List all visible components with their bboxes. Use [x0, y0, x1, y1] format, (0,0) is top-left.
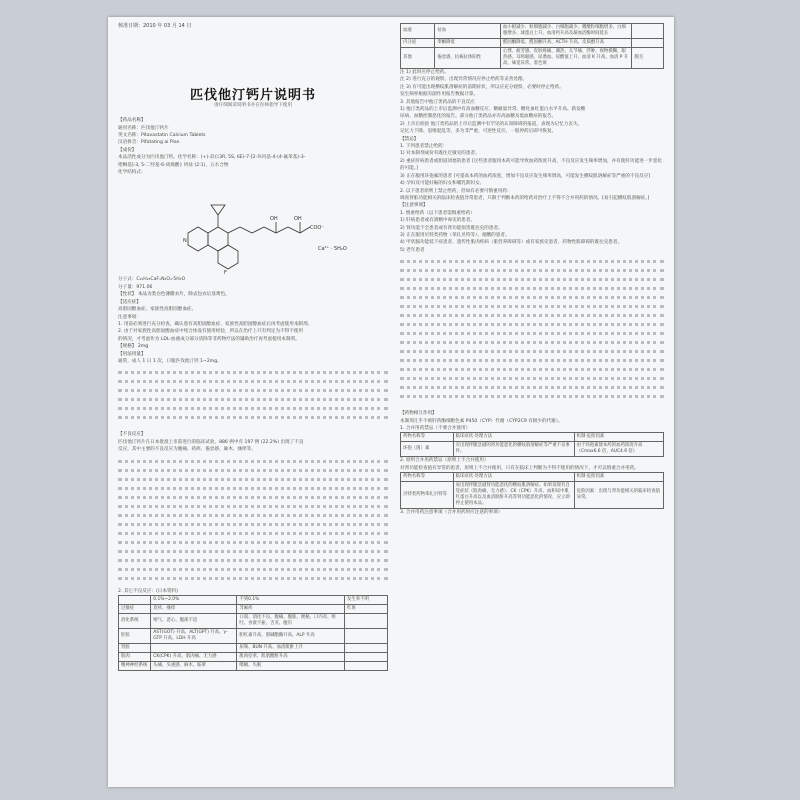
caution-6: 5) 老年患者	[400, 247, 425, 253]
table-row	[401, 442, 664, 457]
caution-heading: 【注意事项】	[400, 203, 428, 209]
table-header-row	[401, 433, 664, 442]
table-cell: 环孢（菌）素	[401, 442, 454, 457]
table-cell: 肾脏	[119, 643, 151, 652]
special-line-2: 尿病、血糖控制恶化的报告。部分他汀类药品亦有高血糖及低血糖症的报告。	[400, 114, 557, 120]
table-cell	[344, 661, 387, 670]
document-page	[108, 17, 674, 787]
molecular-weight: 分子量：971.06	[118, 284, 153, 290]
table-row	[401, 24, 664, 39]
caution-3: 2) 肾功能不全患者或有肾功能损害既往史的患者。	[400, 225, 503, 231]
special-line-4: 记忆力下降、思维混乱等，多为非严重，可逆性反应，一般停药后即可恢复。	[400, 129, 557, 135]
svg-text:F: F	[224, 270, 227, 275]
table-cell: 红斑	[344, 604, 387, 613]
left-column	[118, 23, 388, 671]
section-spec: 【规格】 2mg	[118, 344, 149, 350]
table-cell: 发生率不明	[344, 595, 387, 604]
pinyin-name: 汉语拼音：Pifatating ai Pian	[118, 140, 180, 146]
notes-heading: 注意事项：	[118, 314, 141, 320]
composition-line-3: 化学结构式：	[118, 170, 146, 176]
revision-date: 核准日期：2010 年 03 月 14 日	[118, 23, 192, 29]
table-row	[401, 39, 664, 48]
table-cell: 机制·危险因素	[574, 433, 663, 442]
table-cell: 皮疹、瘙痒	[151, 604, 237, 613]
contra-2: 2) 重症肝病患者或胆道闭塞的患者 [这些患者服用本药可能导致血药浓度升高，不良反应发生频率增加，并有使肝功能进一步恶化的可能。]	[400, 158, 663, 172]
svg-text:OH: OH	[294, 216, 302, 223]
adverse-line-1: 匹伐他汀钙片在日本批准上市前进行的临床试验，886 例中有 197 例 (22.2%) 出现了不良	[118, 439, 304, 445]
table-cell: 内分泌	[401, 39, 435, 48]
interaction-5: 3. 合并用药注意事项（合并用药时应注意的事项）	[400, 510, 503, 516]
document-subtitle: 请仔细阅读说明书并在医师指导下使用	[213, 102, 293, 108]
table-cell	[151, 643, 237, 652]
caution-2: 1) 肝病患者或有酒精中毒史的患者。	[400, 218, 476, 224]
interaction-3: 2. 原则合并用药禁忌（原则上不合并使用）	[400, 458, 489, 464]
chemical-structure	[158, 178, 388, 274]
filler-text-block-3	[400, 260, 664, 410]
adverse-reactions-table-continued	[400, 23, 664, 69]
table-cell: 有出现伴随急剧的肾功能恶化的横纹肌溶解症等严重不良事件。	[453, 442, 574, 457]
svg-text:N: N	[183, 238, 187, 245]
section-description: 【性状】 本品为类白色薄膜衣片，除去包衣后显黄色。	[118, 292, 230, 298]
usage-text: 通常，成人 1 日 1 次，口服匹伐他汀钙 1~2mg。	[118, 358, 222, 364]
caution-4: 3) 正在服用贝特类药物（苯扎贝特等）、烟酸的患者。	[400, 232, 510, 238]
contraindication-heading: 【禁忌】	[400, 136, 419, 142]
table-cell: 胆红素升高、胆碱酯酶升高、ALP 升高	[237, 628, 345, 643]
table-cell: 荨麻疹	[237, 604, 345, 613]
table-cell: 头痛、头重感、麻木、眩晕	[151, 661, 237, 670]
table-cell	[632, 39, 664, 48]
table-row	[119, 628, 388, 643]
table-cell: 尿频、BUN 升高、血清肌酐上升	[237, 643, 345, 652]
table-row	[119, 643, 388, 652]
table-cell: CK(CPK) 升高、肌肉痛、无力感	[151, 652, 237, 661]
indication-text: 高胆固醇血症、家族性高胆固醇血症。	[118, 307, 197, 313]
table-cell: 嗜睡、失眠	[237, 661, 345, 670]
table-cell: 药物名称等	[401, 433, 454, 442]
filler-text-block-2	[118, 460, 388, 588]
contra-0: 1. 下列患者禁止给药：	[400, 144, 448, 150]
section-composition-heading: 【成份】	[118, 147, 137, 153]
table-header-row	[119, 595, 388, 604]
table-cell	[344, 652, 387, 661]
table-cell: 机制·危险因素	[574, 473, 663, 482]
molecular-formula: 分子式：C₂₅H₂₃CaFₓN₂O₄·5H₂O	[118, 277, 186, 283]
caution-5: 4) 甲状腺功能低下症患者、遗传性肌肉疾病（肌营养障碍等）或有家族史患者、药物性肌障碍的既往史患者。	[400, 240, 623, 246]
section-name-heading: 【药品名称】	[118, 118, 146, 124]
interaction-heading: 【药物相互作用】	[400, 411, 437, 417]
composition-line-2: 喹啉基]-3, 5-二羟基-6-庚烯酸} 钙盐 (2:1)，五水合物	[118, 162, 229, 168]
table-cell: 肌肉痉挛、肌肌酸酐升高	[237, 652, 345, 661]
contra-3: 3) 正在服用环孢素的患者 [可提高本药的血药浓度，增加不良反应发生频率增高，可能发生横纹肌溶解症等严重的不良反应]	[400, 173, 651, 179]
generic-name: 通用名称：匹伐他汀钙片	[118, 125, 169, 131]
right-column	[400, 23, 664, 517]
caution-1: 1. 慎重给药（以下患者需慎重给药）	[400, 210, 475, 216]
table-cell: 倦怠感、抗核抗体阳性	[435, 48, 501, 69]
table-header-row	[401, 473, 664, 482]
table-cell: 易出现伴随急剧肾功能恶化的横纹肌溶解症。如果发现有自觉症状（肌肉痛、无力感）、CK（CPK）升高、血和尿中肌红蛋白升高以及血清肌酐升高等肾功能恶化的情况，应立即停止使用本品。	[453, 482, 574, 509]
table-row	[401, 482, 664, 509]
right-note-3: 注 3) 有可能出现横纹肌溶解症的前期症状，所以应充分观察，必要时停止给药。	[400, 84, 564, 90]
interaction-table-1	[400, 432, 664, 457]
svg-text:COO⁻: COO⁻	[310, 225, 325, 232]
table-cell: 临床症状·处理方法	[453, 473, 574, 482]
table-cell	[344, 613, 387, 628]
contra-6: 调查肾脏功能相关的临床检查值异常患者，只限于判断本药的给药对治疗上不得不合并用药的情况。[易引起横纹肌溶解症。]	[400, 195, 650, 201]
special-line-1: 1) 他汀类药品的上市后监测中有高血糖反应、糖耐量异常、糖化血红蛋白水平升高、新发糖	[400, 107, 586, 113]
right-note-2: 注 2) 进行充分的观察，出现异常情况应停止给药等妥善处理。	[400, 77, 528, 83]
table-cell	[119, 595, 151, 604]
document-title: 匹伐他汀钙片说明书	[189, 88, 316, 104]
table-cell: 精神神经系统	[119, 661, 151, 670]
note-1: 1. 用前必须进行充分检查，确认患有高胆固醇血症、家族性高胆固醇血症后再考虑使用本制剂。	[118, 321, 313, 327]
table-cell	[344, 628, 387, 643]
english-name: 英文名称：Pitavastatin Calcium Tablets	[118, 133, 206, 139]
special-line-3: 2) 上市后检验 他汀类药品的上市后监测中有罕见的认知障碍的报道，表现为记忆力丧失、	[400, 121, 583, 127]
table-row	[119, 661, 388, 670]
table-cell: 脱毛	[632, 48, 664, 69]
special-heading: 3. 其他报告中他汀类药品的不良反应	[400, 99, 475, 105]
table-cell: 不到0.1%	[237, 595, 345, 604]
svg-text:OH: OH	[270, 216, 278, 223]
table-cell	[344, 643, 387, 652]
section-adverse-heading: 【不良反应】	[118, 432, 146, 438]
svg-text:Ca²⁺ · 5H₂O: Ca²⁺ · 5H₂O	[318, 246, 347, 253]
table-cell: 肝脏	[119, 628, 151, 643]
contra-1: 1) 对本制剂成份有既往过敏史的患者。	[400, 151, 480, 157]
table-cell: 其他	[401, 48, 435, 69]
table-cell: 嗳气、恶心、腹部不适	[151, 613, 237, 628]
table-cell: 贝特类药物苯扎贝特等	[401, 482, 454, 509]
interaction-1: 本制剂几乎不被肝药酶细胞色素 P450（CYP）代谢（CYP2C9 有极少的代谢）。	[400, 418, 563, 424]
table-cell: 由于环孢素使本药的血药浓度升高（Cmax6.6 倍，AUC4.6 倍）	[574, 442, 663, 457]
interaction-4: 对肾功能检查值有异常的患者，原则上不合并使用，只有在临床上判断为不得不使用的情况下，才可以慎重合并用药。	[400, 465, 639, 471]
table-row	[119, 652, 388, 661]
table-cell: 药物名称等	[401, 473, 454, 482]
note-3: 的情况，才考虑作为 LDL-血液成分部分清除等非药物疗法的辅助治疗再考虑使用本制剂。	[118, 336, 300, 342]
table-cell: 肌肉	[119, 652, 151, 661]
table-cell: 口渴、消化不良、腹痛、腹胀、便秘、口内炎、呕吐、食欲不振、舌炎、腹泻	[237, 613, 345, 628]
table-cell: 血小板减少、粒细胞减少、白细胞减少、嗜酸粒细胞增多、白细胞增多、球蛋白上升、血清钙升高及凝血活酶时间延长	[500, 24, 632, 39]
table-cell: AST(GOT) 升高、ALT(GPT) 升高、γ-GTP 升高、LDH 升高	[151, 628, 237, 643]
table-caption: 2. 其它不良反应：(日本资料)	[118, 588, 178, 594]
table-cell	[632, 24, 664, 39]
table-cell: 睾酮降低	[435, 39, 501, 48]
section-usage-heading: 【用法用量】	[118, 351, 146, 357]
interaction-2: 1. 合并用药禁忌（不要合并使用）	[400, 425, 471, 431]
table-row	[401, 48, 664, 69]
table-cell: 过敏症	[119, 604, 151, 613]
adverse-line-2: 反应。其中主要的不良反应为腹痛、药疹、倦怠感、麻木、瘙痒等。	[118, 447, 256, 453]
structure-diagram	[158, 178, 358, 274]
table-cell: 危险因素：出现与肾功能相关的临床检查值异常。	[574, 482, 663, 509]
table-cell: 贫血	[435, 24, 501, 39]
section-indication-heading: 【适应症】	[118, 299, 141, 305]
composition-line-1: 本品活性成分为匹伐他汀钙。化学名称：(+)-双{(3R, 5S, 6E)-7-[2-环丙基-4-(4-氟苯基)-3-	[118, 155, 306, 161]
note-2: 2. 由于对家族性高胆固醇血症中纯合体没有使用经验，所以在治疗上只有判定为不得不使用	[118, 329, 304, 335]
contra-5: 2. 以下患者原则上禁止给药，但如有必要可慎重用药：	[400, 188, 512, 194]
table-cell: 醛固酮降低、醛固酮升高、ACTH 升高、皮质醇升高	[500, 39, 632, 48]
contra-4: 4) 孕妇及可能妊娠的妇女和哺乳期妇女。	[400, 181, 485, 187]
filler-text-block	[118, 371, 388, 431]
table-cell: 消化系统	[119, 613, 151, 628]
table-cell: 0.1%~2.0%	[151, 595, 237, 604]
table-cell: 心悸、疲劳感、皮肤疼痛、潮热、关节痛、浮肿、视物模糊、眼热感、耳鸣眼感、尿潜血、尿酸值上升、血清 K 升高、血清 P 升高、味觉异常、着色斑	[500, 48, 632, 69]
table-cell: 血液	[401, 24, 435, 39]
right-note-1: 注 1) 此时应停止给药。	[400, 70, 449, 75]
interaction-table-2	[400, 472, 664, 509]
table-row	[119, 613, 388, 628]
table-row	[119, 604, 388, 613]
right-note-4: 发生频率根据有副作用报告数据计算。	[400, 92, 479, 98]
adverse-reactions-table	[118, 595, 388, 671]
table-cell: 临床症状·处理方法	[453, 433, 574, 442]
